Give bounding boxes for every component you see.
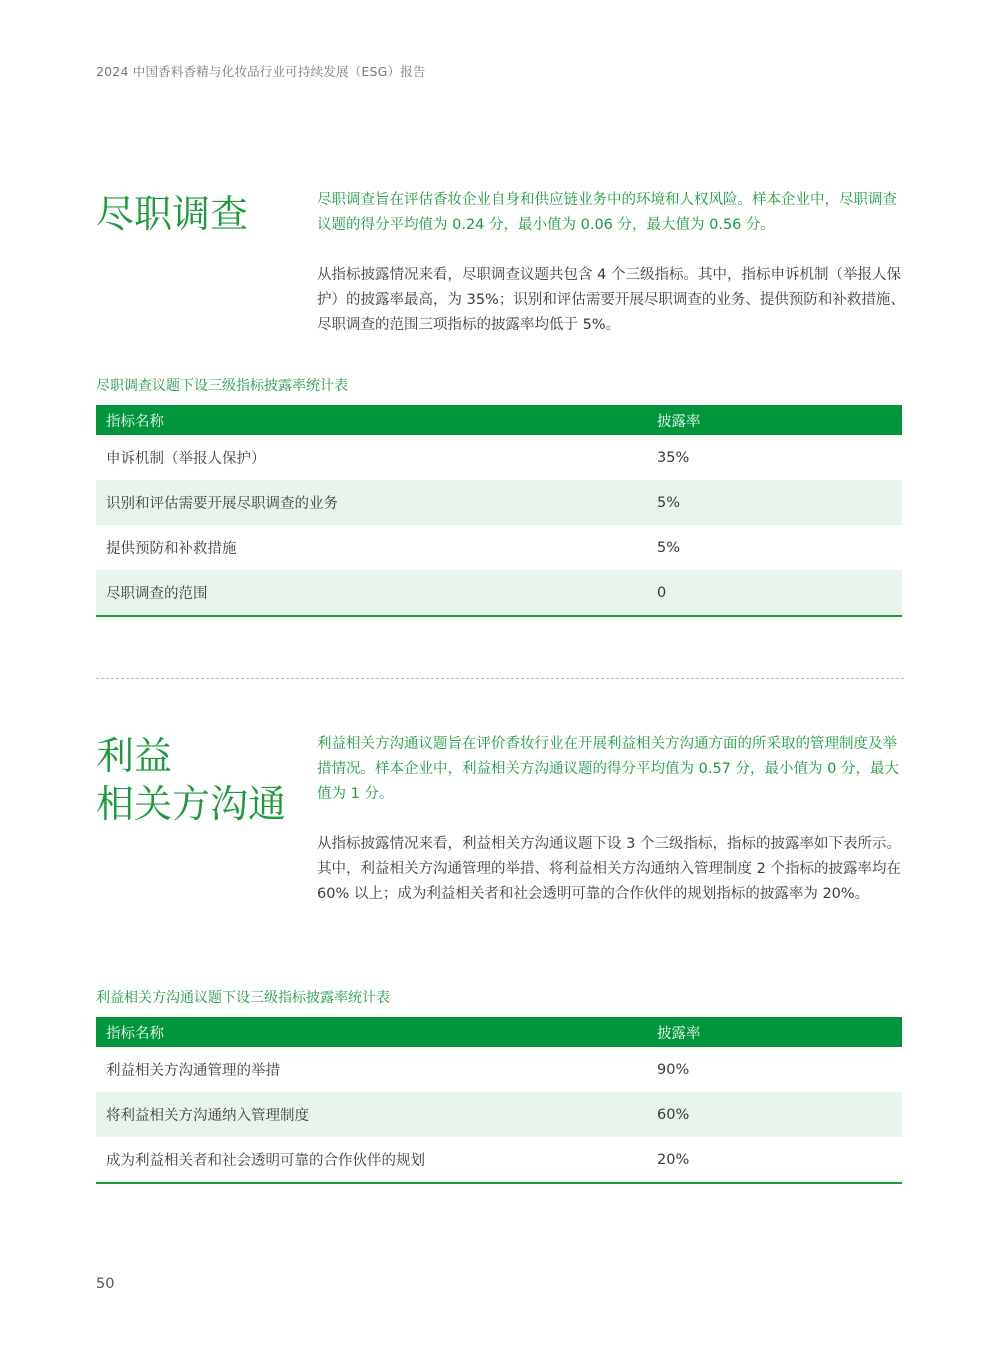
table-row <box>96 1137 902 1182</box>
disclosure-table-due-diligence <box>96 405 902 617</box>
column-header-indicator: 指标名称 <box>106 1025 164 1042</box>
section-title-stakeholder-communication <box>96 732 286 828</box>
indicator-name-cell: 利益相关方沟通管理的举措 <box>106 1063 280 1079</box>
disclosure-rate-cell: 60% <box>657 1106 690 1123</box>
section-detail-paragraph: 从指标披露情况来看，尽职调查议题共包含 4 个三级指标。其中，指标申诉机制（举报人保护）的披露率最高，为 35%；识别和评估需要开展尽职调查的业务、提供预防和补救措施、尽职调查的范围三项指标的披露率均低于 5%。 <box>317 267 905 333</box>
table-row <box>96 1047 902 1092</box>
column-header-indicator: 指标名称 <box>106 413 164 430</box>
disclosure-rate-cell: 20% <box>657 1151 690 1168</box>
column-header-rate: 披露率 <box>657 1025 701 1042</box>
page-number: 50 <box>96 1276 115 1292</box>
section-title-line: 利益 <box>96 734 173 778</box>
indicator-name-cell: 尽职调查的范围 <box>106 586 208 602</box>
section-title-line: 尽职调查 <box>96 192 249 236</box>
table-row <box>96 1092 902 1137</box>
table-header-row <box>96 405 902 435</box>
indicator-name-cell: 成为利益相关者和社会透明可靠的合作伙伴的规划 <box>106 1153 425 1169</box>
table-row <box>96 525 902 570</box>
table-header-row <box>96 1017 902 1047</box>
disclosure-table-stakeholder-communication <box>96 1017 902 1184</box>
table-row <box>96 570 902 615</box>
running-header: 2024 中国香料香精与化妆品行业可持续发展（ESG）报告 <box>96 64 426 79</box>
disclosure-rate-cell: 5% <box>657 539 681 556</box>
section-intro-paragraph: 尽职调查旨在评估香妆企业自身和供应链业务中的环境和人权风险。样本企业中，尽职调查议题的得分平均值为 0.24 分，最小值为 0.06 分，最大值为 0.56 分。 <box>317 192 897 233</box>
section-title-line: 相关方沟通 <box>96 782 287 826</box>
table-row <box>96 435 902 480</box>
disclosure-rate-cell: 35% <box>657 449 690 466</box>
disclosure-rate-cell: 5% <box>657 494 681 511</box>
disclosure-rate-cell: 0 <box>657 584 667 601</box>
section-title-due-diligence <box>96 190 248 238</box>
section-intro-paragraph: 利益相关方沟通议题旨在评价香妆行业在开展利益相关方沟通方面的所采取的管理制度及举措情况。样本企业中，利益相关方沟通议题的得分平均值为 0.57 分，最小值为 0 分，最大值为 1 分。 <box>317 736 899 802</box>
table-caption-due-diligence: 尽职调查议题下设三级指标披露率统计表 <box>96 378 348 394</box>
indicator-name-cell: 将利益相关方沟通纳入管理制度 <box>106 1108 309 1124</box>
indicator-name-cell: 申诉机制（举报人保护） <box>106 451 266 467</box>
disclosure-rate-cell: 90% <box>657 1061 690 1078</box>
table-row <box>96 480 902 525</box>
column-header-rate: 披露率 <box>657 413 701 430</box>
section-divider <box>96 678 904 679</box>
table-caption-stakeholder-communication: 利益相关方沟通议题下设三级指标披露率统计表 <box>96 990 390 1006</box>
indicator-name-cell: 识别和评估需要开展尽职调查的业务 <box>106 496 338 512</box>
section-detail-paragraph: 从指标披露情况来看，利益相关方沟通议题下设 3 个三级指标，指标的披露率如下表所示。其中，利益相关方沟通管理的举措、将利益相关方沟通纳入管理制度 2 个指标的披露率均在 60% 以上；成为利益相关者和社会透明可靠的合作伙伴的规划指标的披露率为 20%。 <box>317 836 901 902</box>
indicator-name-cell: 提供预防和补救措施 <box>106 541 237 557</box>
